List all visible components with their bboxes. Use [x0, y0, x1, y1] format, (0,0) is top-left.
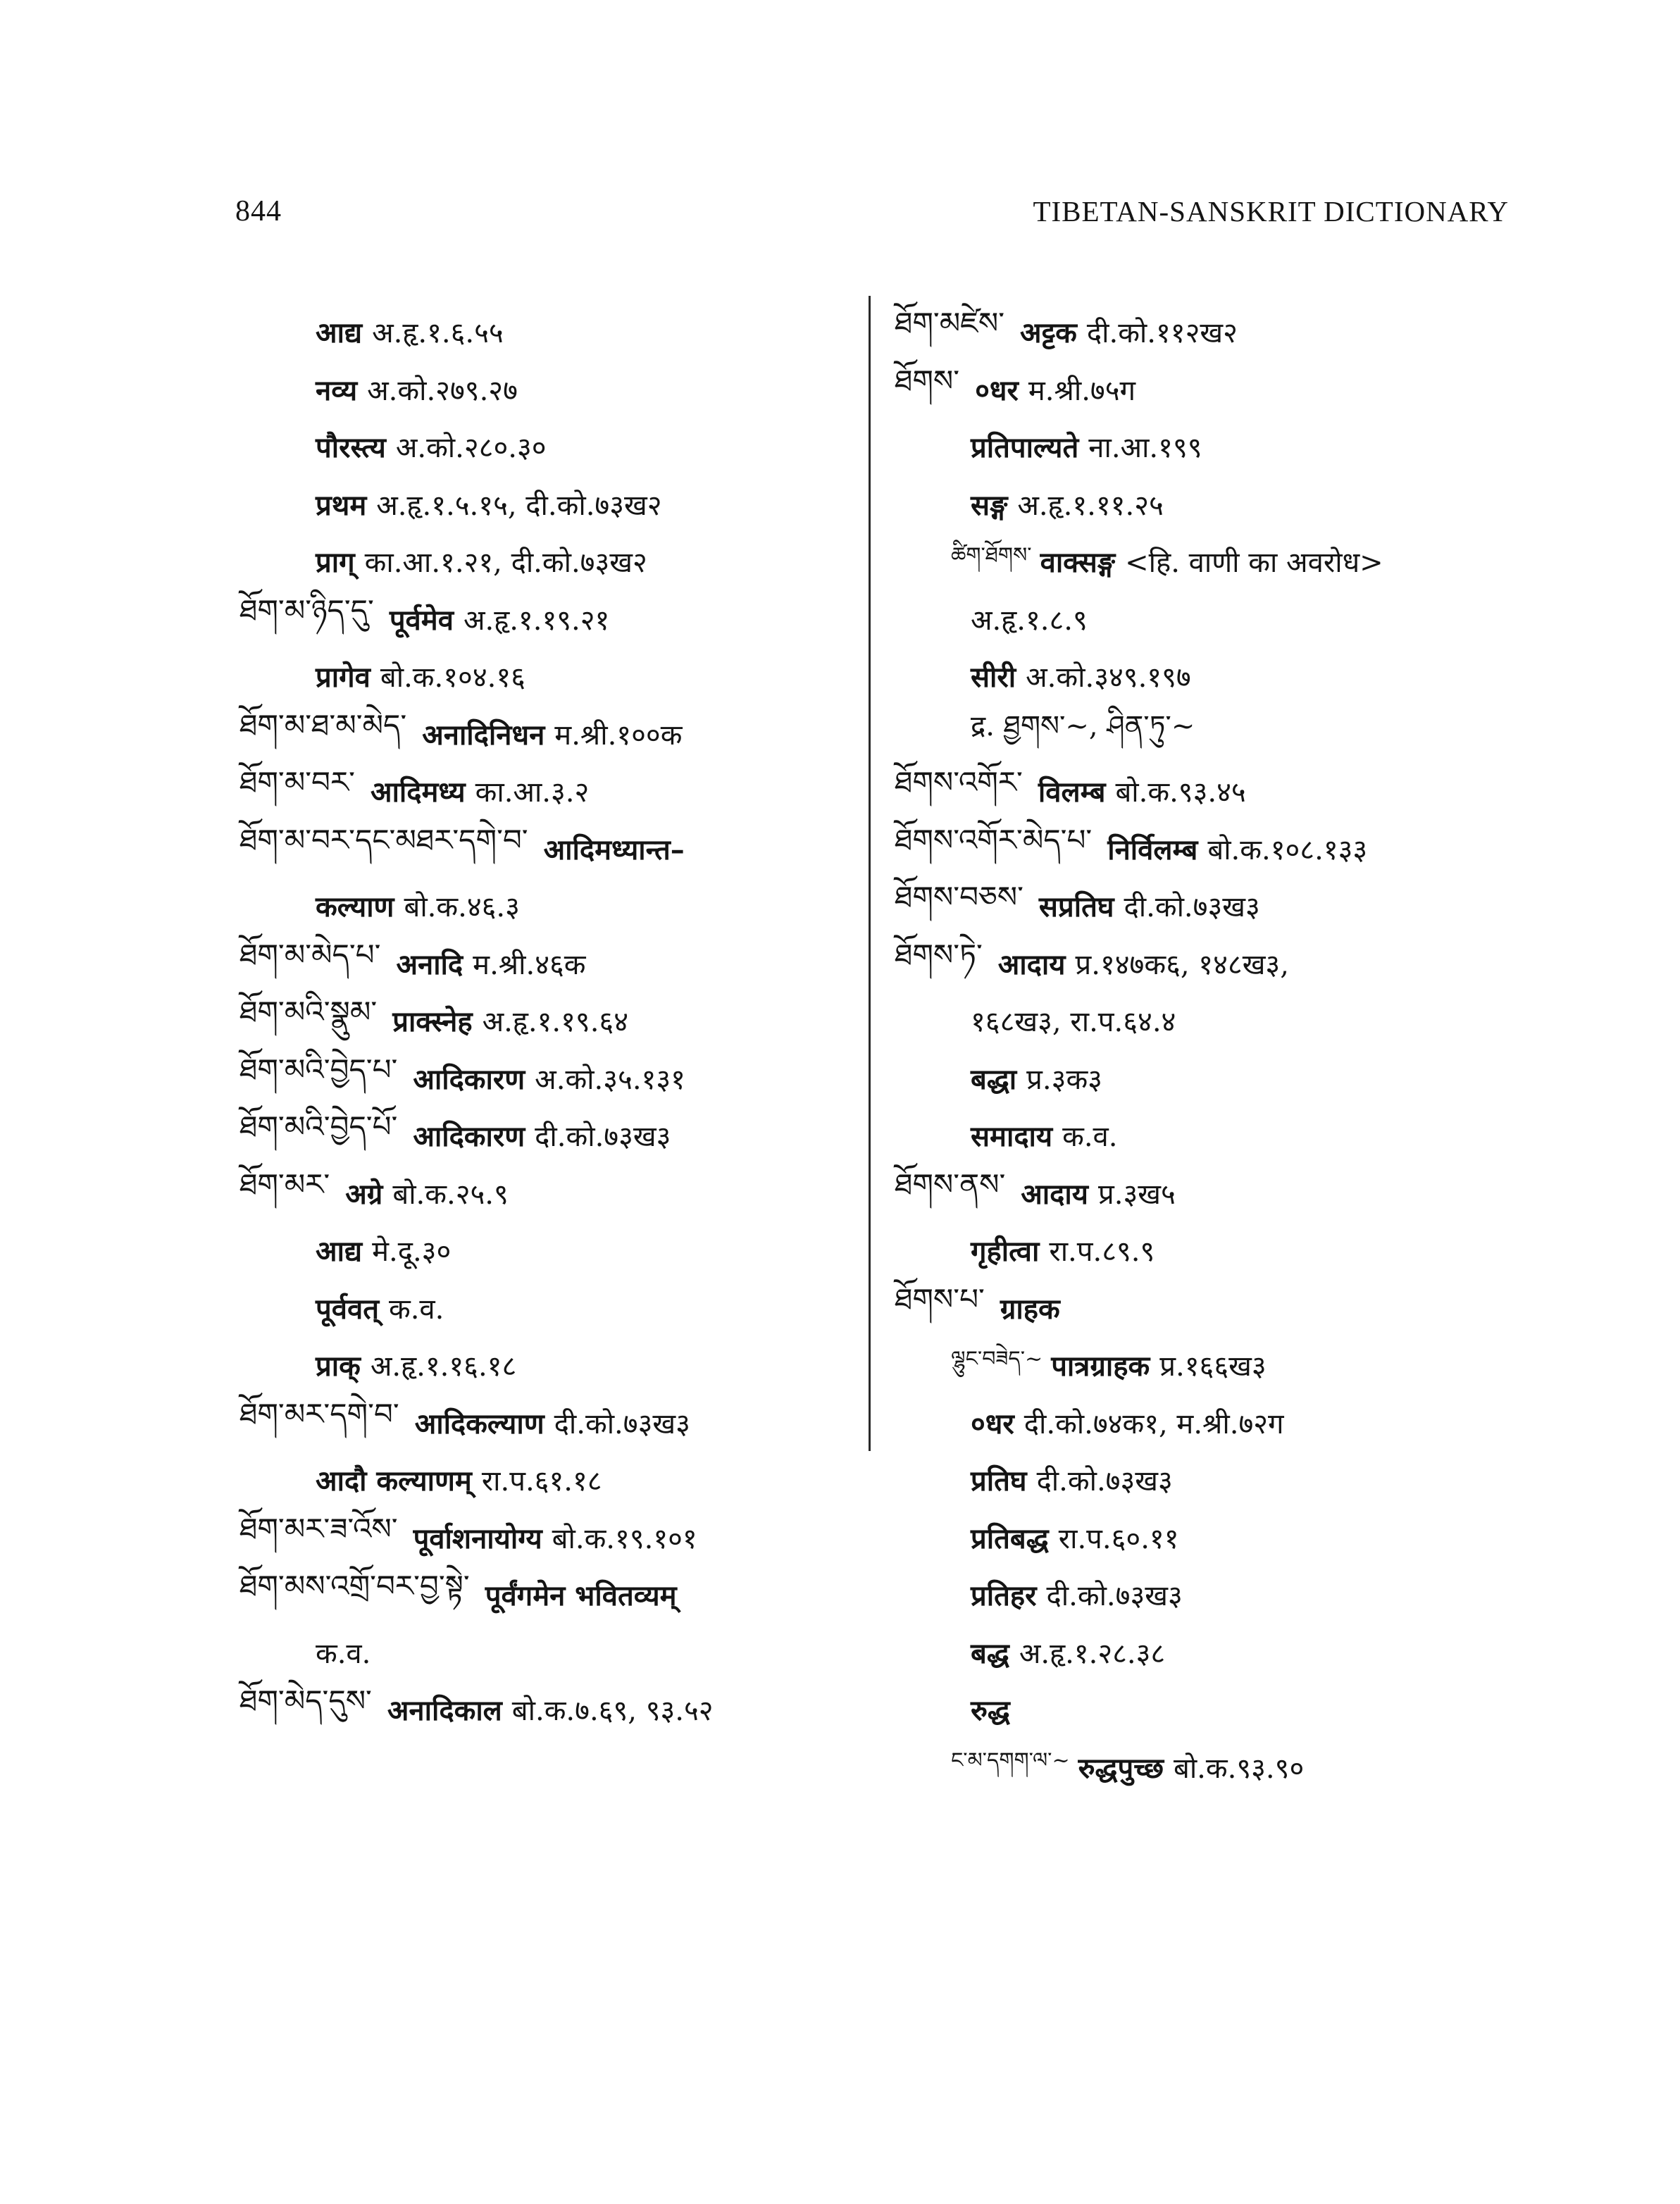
page-number: 844 [235, 195, 282, 228]
dictionary-line [239, 820, 859, 878]
right-column [895, 303, 1522, 1795]
dictionary-line [895, 1394, 1522, 1452]
sanskrit-equivalent: रुद्धपुच्छ [1078, 1751, 1164, 1785]
tibetan-compound: ཚིག་ཐོགས་ [951, 542, 1032, 568]
source-reference: दी.को.७३ख३ [1046, 1580, 1183, 1613]
dictionary-line [239, 1394, 859, 1452]
source-reference: दी.को.११२ख२ [1086, 317, 1238, 350]
source-reference: बो.क.१०४.१६ [380, 661, 525, 695]
dictionary-line [895, 303, 1522, 361]
source-reference: बो.क.९३.४५ [1115, 776, 1246, 809]
dictionary-line [895, 1336, 1522, 1394]
source-reference: प्र.१४७क६, १४८ख३, [1075, 948, 1289, 981]
source-reference: बो.क.४६.३ [404, 891, 520, 924]
sanskrit-equivalent: सप्रतिघ [1038, 890, 1114, 924]
dictionary-line [239, 1566, 859, 1624]
source-reference: अ.हृ.१.१६.१८ [370, 1350, 517, 1383]
sanskrit-equivalent: सङ्ग [971, 488, 1008, 522]
sanskrit-equivalent: आदाय [997, 947, 1066, 981]
sanskrit-equivalent: अग्रे [345, 1177, 383, 1211]
tibetan-headword: ཐོག་མའི་བྱེད་པོ་ [239, 1109, 398, 1145]
source-reference: दी.को.७३ख३ [1036, 1465, 1173, 1498]
source-reference: प्र.१६६ख३ [1159, 1350, 1267, 1383]
source-reference: बो.क.९३.९० [1173, 1752, 1305, 1785]
sanskrit-equivalent: अनादिकाल [387, 1694, 502, 1728]
dictionary-line [239, 1681, 859, 1738]
source-reference: रा.प.६१.१८ [481, 1465, 602, 1498]
dictionary-line [895, 992, 1522, 1050]
sanskrit-equivalent: आदौ कल्याणम् [316, 1464, 472, 1498]
tibetan-headword: ཐོགས་ནས་ [895, 1166, 1006, 1202]
source-reference: मे.दू.३० [372, 1235, 452, 1269]
sanskrit-equivalent: प्राक् [316, 1350, 361, 1383]
sanskrit-equivalent: पौरस्त्य [316, 431, 386, 465]
tibetan-headword: ཐོག་མ་ཐ་མ་མེད་ [239, 707, 407, 742]
sanskrit-equivalent: पूर्वमेव [389, 603, 454, 637]
sanskrit-equivalent: प्राग् [316, 546, 355, 580]
sanskrit-equivalent: आदाय [1021, 1177, 1088, 1211]
source-reference: अ.को.२८०.३० [395, 432, 547, 465]
sanskrit-equivalent: अनादिनिधन [422, 718, 545, 752]
source-reference: रा.प.८९.९ [1049, 1235, 1155, 1269]
sanskrit-equivalent: आद्य [316, 316, 363, 350]
source-reference: अ.हृ.१.१९.२१ [463, 604, 610, 637]
sanskrit-equivalent: प्रतिबद्ध [971, 1521, 1049, 1555]
source-reference: <हि. वाणी का अवरोध> [1125, 547, 1383, 580]
source-reference: का.आ.३.२ [475, 776, 590, 809]
sanskrit-equivalent: प्रागेव [316, 661, 371, 695]
sanskrit-equivalent: ग्राहक [1000, 1292, 1060, 1326]
source-reference: प्र.३ख५ [1097, 1178, 1176, 1211]
dictionary-line [895, 533, 1522, 590]
sanskrit-equivalent: आद्य [316, 1235, 363, 1269]
source-reference: क.व. [389, 1293, 444, 1326]
source-reference: अ.हृ.१.२८.३८ [1019, 1637, 1166, 1670]
source-reference: क.व. [316, 1637, 371, 1670]
tibetan-headword: ཐོག་མས་འགྲོ་བར་བྱ་སྟེ་ [239, 1569, 470, 1604]
source-reference: द्र. ཐྱགས་~, ཤིན་ཏུ་~ [971, 709, 1195, 742]
tibetan-headword: ཐོག་མ་བར་ [239, 765, 355, 800]
source-reference: ना.आ.१९९ [1088, 432, 1202, 465]
sanskrit-equivalent: बद्ध [971, 1636, 1009, 1670]
source-reference: बो.क.१९.१०१ [552, 1522, 697, 1555]
dictionary-line [239, 1279, 859, 1337]
sanskrit-equivalent: आदिकारण [413, 1120, 525, 1154]
tibetan-headword: ཐོགས་འགོར་མེད་པ་ [895, 822, 1093, 857]
dictionary-line [895, 1050, 1522, 1107]
source-reference: अ.हृ.१.१९.६४ [482, 1006, 629, 1039]
sanskrit-equivalent: आदिकल्याण [414, 1407, 545, 1440]
sanskrit-equivalent: आदिकारण [413, 1062, 525, 1096]
dictionary-line [895, 1279, 1522, 1337]
column-divider [869, 296, 871, 1451]
source-reference: अ.हृ.१.८.९ [971, 604, 1088, 637]
sanskrit-equivalent: पूर्ववत् [316, 1292, 379, 1326]
dictionary-line [895, 1451, 1522, 1509]
tibetan-headword: ཐོགས་ཏེ་ [895, 937, 983, 972]
sanskrit-equivalent: प्रतिहर [971, 1579, 1037, 1613]
source-reference: रा.प.६०.११ [1058, 1522, 1179, 1555]
sanskrit-equivalent: अनादि [396, 947, 463, 981]
dictionary-line [895, 1164, 1522, 1222]
dictionary-line [239, 1221, 859, 1279]
sanskrit-equivalent: वाक्सङ्ग [1040, 546, 1116, 580]
tibetan-headword: ཐོགས་འགོར་ [895, 765, 1023, 800]
sanskrit-equivalent: पात्रग्राहक [1051, 1350, 1150, 1383]
sanskrit-equivalent: प्रतिपाल्यते [971, 431, 1079, 465]
tibetan-headword: ཐོགས་ [895, 363, 960, 398]
source-reference: दी.को.७३ख३ [554, 1407, 690, 1440]
source-reference: अ.हृ.१.५.१५, दी.को.७३ख२ [376, 489, 662, 522]
source-reference: अ.को.२७९.२७ [367, 374, 518, 407]
sanskrit-equivalent: रुद्ध [971, 1694, 1010, 1728]
sanskrit-equivalent: अट्टक [1020, 316, 1077, 350]
sanskrit-equivalent: ०धर [975, 373, 1019, 407]
tibetan-compound: ལྷུང་བཟེད་~ [951, 1346, 1043, 1371]
sanskrit-equivalent: गृहीत्वा [971, 1235, 1040, 1269]
source-reference: दी.को.७४क१, म.श्री.७२ग [1023, 1407, 1284, 1440]
dictionary-line [895, 418, 1522, 475]
dictionary-line [895, 1566, 1522, 1624]
source-reference: क.व. [1062, 1121, 1118, 1154]
running-title: TIBETAN-SANSKRIT DICTIONARY [1033, 195, 1509, 228]
sanskrit-equivalent: विलम्ब [1038, 776, 1106, 809]
source-reference: दी.को.७३ख३ [535, 1121, 671, 1154]
tibetan-headword: ཐོག་མའི་བྱེད་པ་ [239, 1052, 398, 1087]
sanskrit-equivalent: आदिमध्यान्त– [543, 833, 685, 866]
tibetan-headword: ཐོག་མར་ཟ་འོས་ [239, 1511, 398, 1546]
tibetan-headword: ཐོག་མེད་དུས་ [239, 1683, 372, 1719]
source-reference: बो.क.७.६९, ९३.५२ [511, 1695, 714, 1728]
tibetan-headword: ཐོག་མར་ [239, 1166, 330, 1202]
left-column [239, 303, 859, 1738]
dictionary-line [239, 1107, 859, 1164]
source-reference: म.श्री.४६क [473, 948, 586, 981]
sanskrit-equivalent: प्राक्स्नेह [392, 1005, 473, 1039]
dictionary-line [239, 475, 859, 533]
source-reference: दी.को.७३ख३ [1124, 891, 1260, 924]
tibetan-compound: ང་མ་དགག་ལ་~ [951, 1748, 1070, 1774]
sanskrit-equivalent: बद्धा [971, 1062, 1017, 1096]
sanskrit-equivalent: ०धर [971, 1407, 1014, 1440]
sanskrit-equivalent: सीरी [971, 661, 1016, 695]
dictionary-line [895, 877, 1522, 935]
source-reference: अ.को.३५.१३१ [535, 1063, 685, 1096]
sanskrit-equivalent: आदिमध्य [370, 776, 466, 809]
tibetan-headword: ཐོག་མཛེས་ [895, 306, 1005, 341]
sanskrit-equivalent: नव्य [316, 373, 358, 407]
source-reference: प्र.३क३ [1026, 1063, 1102, 1096]
dictionary-line [895, 1738, 1522, 1796]
tibetan-headword: ཐོག་མ་མེད་པ་ [239, 937, 381, 972]
dictionary-line [895, 1624, 1522, 1681]
sanskrit-equivalent: समादाय [971, 1120, 1053, 1154]
dictionary-line [239, 303, 859, 361]
dictionary-line [239, 590, 859, 648]
sanskrit-equivalent: प्रतिघ [971, 1464, 1027, 1498]
tibetan-headword: ཐོག་མར་དགེ་བ་ [239, 1396, 399, 1431]
sanskrit-equivalent: निर्विलम्ब [1107, 833, 1198, 866]
source-reference: १६८ख३, रा.प.६४.४ [971, 1006, 1176, 1039]
dictionary-line [895, 1509, 1522, 1567]
sanskrit-equivalent: कल्याण [316, 890, 394, 924]
dictionary-line [895, 475, 1522, 533]
tibetan-headword: ཐོག་མ་བར་དང་མཐར་དགེ་བ་ [239, 822, 528, 857]
tibetan-headword: ཐོག་མའི་སྣུམ་ [239, 995, 378, 1030]
source-reference: म.श्री.१००क [554, 718, 683, 752]
source-reference: का.आ.१.२१, दी.को.७३ख२ [364, 547, 647, 580]
sanskrit-equivalent: प्रथम [316, 488, 367, 522]
dictionary-line [895, 590, 1522, 648]
source-reference: अ.हृ.१.६.५५ [372, 317, 504, 350]
dictionary-line [239, 418, 859, 475]
tibetan-headword: ཐོག་མ་ཉིད་དུ་ [239, 592, 374, 628]
sanskrit-equivalent: पूर्वंगमेन भवितव्यम् [485, 1579, 677, 1613]
source-reference: बो.क.२५.९ [392, 1178, 509, 1211]
source-reference: बो.क.१०८.१३३ [1207, 833, 1368, 866]
source-reference: अ.हृ.१.११.२५ [1017, 489, 1164, 522]
sanskrit-equivalent: पूर्वाशनायोग्य [413, 1521, 542, 1555]
tibetan-headword: ཐོགས་པ་ [895, 1281, 985, 1316]
dictionary-line [895, 1681, 1522, 1738]
tibetan-headword: ཐོགས་བཅས་ [895, 880, 1023, 915]
source-reference: अ.को.३४९.१९७ [1026, 661, 1191, 695]
dictionary-line [239, 361, 859, 418]
source-reference: म.श्री.७५ग [1028, 374, 1136, 407]
